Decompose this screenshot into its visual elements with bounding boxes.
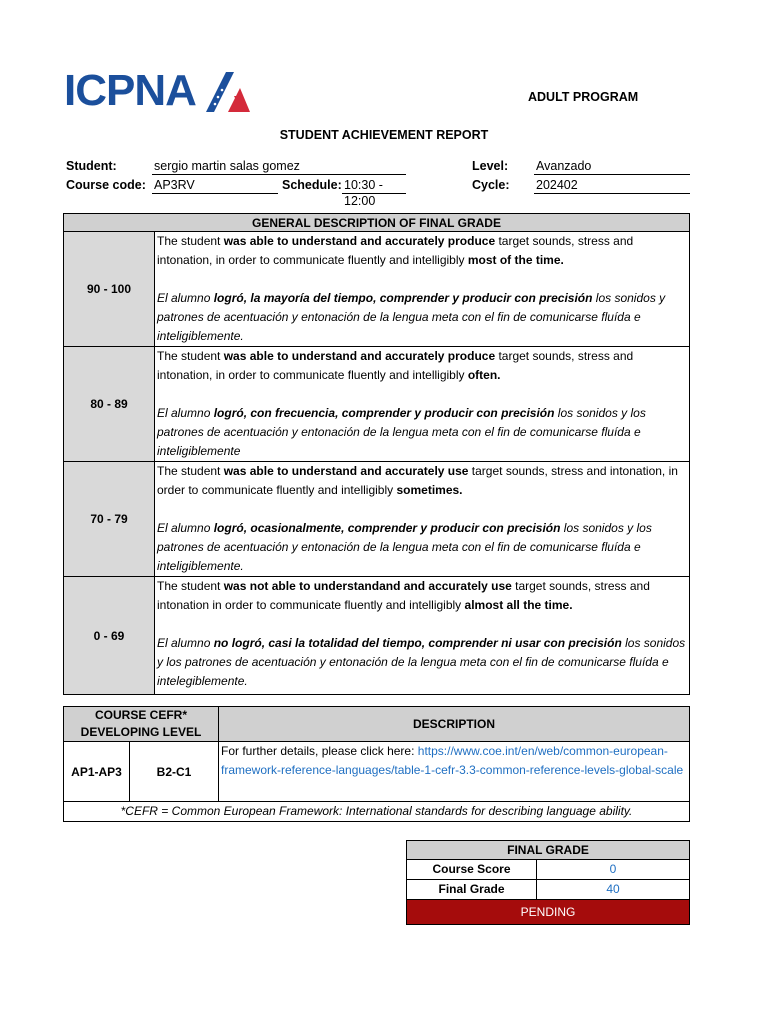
level-value: Avanzado <box>534 158 690 175</box>
grade-range: 90 - 100 <box>64 232 155 347</box>
report-title: STUDENT ACHIEVEMENT REPORT <box>279 128 489 142</box>
student-label: Student: <box>66 159 117 173</box>
schedule-value: 10:30 - 12:00 <box>342 177 406 194</box>
schedule-label: Schedule: <box>282 178 342 192</box>
logo-flag-icon <box>204 70 250 114</box>
final-grade-value: 40 <box>537 880 690 900</box>
grade-range: 80 - 89 <box>64 347 155 462</box>
general-description-header: GENERAL DESCRIPTION OF FINAL GRADE <box>64 214 690 232</box>
cycle-label: Cycle: <box>472 178 510 192</box>
icpna-logo <box>64 68 250 114</box>
logo-text: ICPNA <box>64 68 196 114</box>
cefr-level: B2-C1 <box>130 742 219 802</box>
course-score-value: 0 <box>537 860 690 880</box>
final-grade-label: Final Grade <box>407 880 537 900</box>
grade-range: 0 - 69 <box>64 577 155 695</box>
student-name: sergio martin salas gomez <box>152 158 406 175</box>
grade-description: The student was able to understand and accurately produce target sounds, stress and intonation, in order to communicate fluently and intelligibly often. El alumno logró, con frecuencia, comprender y producir con precisión los sonidos y los patrones de acentuación y entonación de la lengua meta con el fin de comunicarse fluída e inteligiblemente <box>155 347 690 462</box>
grade-row-0-69 <box>64 577 690 695</box>
course-range: AP1-AP3 <box>64 742 130 802</box>
cefr-note: *CEFR = Common European Framework: International standards for describing language ability. <box>64 802 690 822</box>
details-prefix: For further details, please click here: <box>221 744 418 758</box>
grade-description: The student was able to understand and accurately produce target sounds, stress and intonation, in order to communicate fluently and intelligibly most of the time. El alumno logró, la mayoría del tiempo, comprender y producir con precisión los sonidos y patrones de acentuación y entonación de la lengua meta con el fin de comunicarse fluída e inteligiblemente. <box>155 232 690 347</box>
cefr-description-header: DESCRIPTION <box>219 707 690 742</box>
status-badge: PENDING <box>407 900 690 925</box>
final-grade-table <box>406 840 690 925</box>
general-description-table <box>63 213 690 695</box>
course-code-label: Course code: <box>66 178 146 192</box>
grade-description: The student was not able to understandand and accurately use target sounds, stress and intonation in order to communicate fluently and intelligibly almost all the time. El alumno no logró, casi la totalidad del tiempo, comprender ni usar con precisión los sonidos y los patrones de acentuación y entonación de la lengua meta con el fin de comunicarse fluída e intelegiblemente. <box>155 577 690 695</box>
level-label: Level: <box>472 159 509 173</box>
cefr-description <box>219 742 690 802</box>
grade-row-90-100 <box>64 232 690 347</box>
course-code-value: AP3RV <box>152 177 278 194</box>
grade-description: The student was able to understand and accurately use target sounds, stress and intonation, in order to communicate fluently and intelligibly sometimes. El alumno logró, ocasionalmente, comprender y producir con precisión los sonidos y los patrones de acentuación y entonación de la lengua meta con el fin de comunicarse fluída e inteligiblemente. <box>155 462 690 577</box>
grade-row-80-89 <box>64 347 690 462</box>
cycle-value: 202402 <box>534 177 690 194</box>
final-grade-header: FINAL GRADE <box>407 841 690 860</box>
cefr-link[interactable]: https://www.coe.int/en/web/common-european-framework-reference-languages/table-1-cefr-3.3-common-reference-levels-global-scale <box>221 744 684 777</box>
grade-range: 70 - 79 <box>64 462 155 577</box>
program-label: ADULT PROGRAM <box>528 90 639 104</box>
course-score-label: Course Score <box>407 860 537 880</box>
grade-row-70-79 <box>64 462 690 577</box>
cefr-level-header: COURSE CEFR* DEVELOPING LEVEL <box>64 707 219 742</box>
cefr-table <box>63 706 690 822</box>
